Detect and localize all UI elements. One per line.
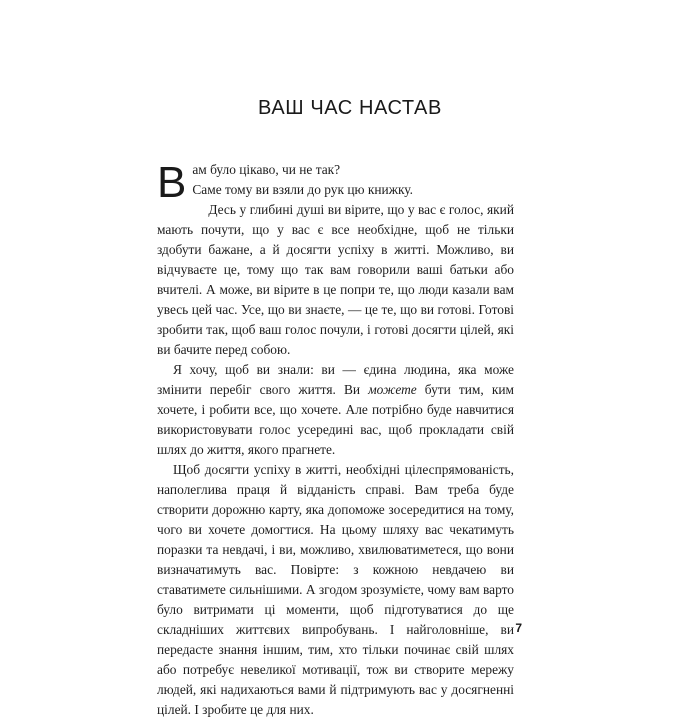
paragraph-1-line-1: ам було цікаво, чи не так? (192, 162, 341, 177)
paragraph-4: Щоб досягти успіху в житті, необхідні цілеспрямованість, наполеглива праця й відданість справі. Вам треба буде створити дорожню карту, яка допоможе зосередитися на тому, чого ви хочете домогтися. На цьому шляху вас чекатимуть поразки та невдачі, і ви, можливо, хвилюватиметеся, що вони визначатимуть вас. Повірте: з кожною невдачею ви ставатимете сильнішими. А згодом зрозумієте, чому вам варто було витримати ці моменти, щоб підготуватися до ще складніших життєвих випробувань. І найголовніше, ви передасте знання іншим, тим, хто тільки починає свій шлях або потребує невеликої мотивації, тож ви створите мережу людей, які надихаються вами й підтримують вас у досягненні цілей. І зробите це для них. (157, 462, 514, 717)
body-text (157, 160, 514, 720)
paragraph-3 (157, 360, 514, 460)
paragraph-3-part-a: Я хочу, щоб ви знали: ви — єдина людина, яка може змінити перебіг свого життя. Ви (157, 362, 514, 397)
paragraph-1 (157, 158, 514, 207)
paragraph-2: Десь у глибині душі ви вірите, що у вас є голос, який мають почути, що у вас є все необхідне, щоб не тільки здобути бажане, а й досягти успіху в житті. Можливо, ви відчуваєте це, тому що так вам говорили ваші батьки або вчителі. А може, ви вірите в це попри те, що люди казали вам увесь цей час. Усе, що ви знаєте, — це те, що ви готові. Готові зробити так, щоб ваш голос почули, і готові досягти цілей, які ви бачите перед собою. (157, 202, 514, 357)
page-number: 7 (515, 621, 522, 635)
emphasis-word: можете (368, 382, 417, 397)
chapter-title: ВАШ ЧАС НАСТАВ (258, 97, 442, 119)
drop-cap: В (157, 158, 187, 207)
paragraph-1-line-2: Саме тому ви взяли до рук цю книжку. (192, 182, 413, 197)
paragraph-3-part-b: бути тим, ким хочете, і робити все, що хочете. Але потрібно буде навчитися використовувати голос усередині вас, щоб прокладати свій шлях до життя, якого прагнете. (157, 382, 514, 457)
